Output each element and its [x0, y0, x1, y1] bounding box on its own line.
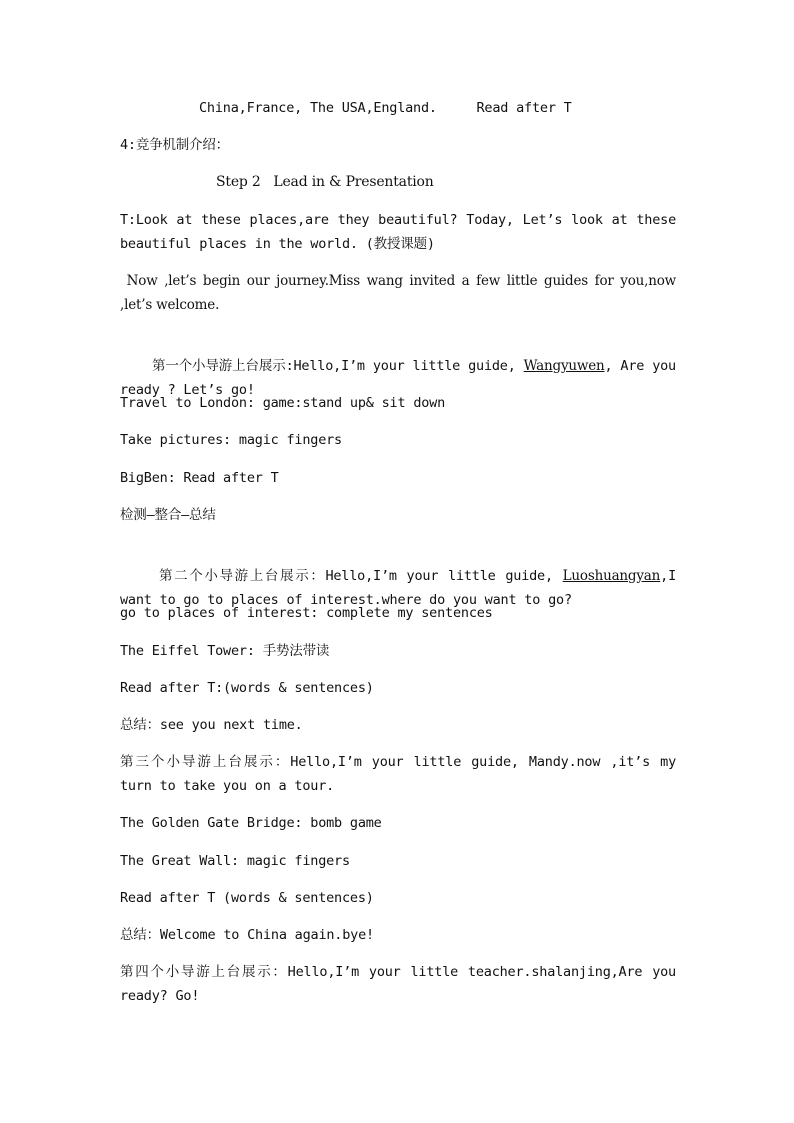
second-guide-suffix: ,I want to go to places of interest.where do you want to go?	[120, 568, 684, 608]
third-guide-paragraph: 第三个小导游上台展示：Hello,I’m your little guide, Mandy.now ,it’s my turn to take you on a tour.	[120, 754, 684, 794]
step-2-heading: Step 2 Lead in & Presentation	[216, 174, 434, 190]
first-guide-name: Wangyuwen	[523, 358, 605, 374]
third-read-after-line: Read after T (words & sentences)	[120, 890, 374, 906]
fourth-guide-paragraph: 第四个小导游上台展示：Hello,I’m your little teacher.shalanjing,Are you ready? Go!	[120, 964, 684, 1004]
eiffel-tower-line: The Eiffel Tower: 手势法带读	[120, 643, 330, 659]
competition-mechanism-heading: 4:竞争机制介绍：	[120, 137, 229, 153]
first-guide-suffix: , Are you ready ? Let’s go!	[120, 358, 684, 398]
great-wall-line: The Great Wall: magic fingers	[120, 853, 350, 869]
london-activity-line: Travel to London: game:stand up& sit down	[120, 395, 446, 411]
read-after-line: Read after T:(words & sentences)	[120, 680, 374, 696]
lead-in-paragraph: T:Look at these places,are they beautiful? Today, Let’s look at these beautiful places in the world. (教授课题)	[120, 212, 684, 252]
second-guide-name: Luoshuangyan	[562, 568, 661, 584]
pictures-activity-line: Take pictures: magic fingers	[120, 432, 342, 448]
golden-gate-line: The Golden Gate Bridge: bomb game	[120, 815, 382, 831]
places-activity-line: go to places of interest: complete my sentences	[120, 605, 493, 621]
bigben-activity-line: BigBen: Read after T	[120, 470, 279, 486]
second-guide-prefix: 第二个小导游上台展示：Hello,I’m your little guide,	[159, 568, 563, 584]
second-summary-line: 总结：see you next time.	[120, 717, 303, 733]
first-guide-prefix: 第一个小导游上台展示:Hello,I’m your little guide,	[151, 358, 524, 374]
third-summary-line: 总结：Welcome to China again.bye!	[120, 927, 374, 943]
check-integrate-summary-line: 检测—整合—总结	[120, 507, 216, 523]
country-list-line: China,France, The USA,England. Read after T	[199, 100, 572, 116]
journey-paragraph: Now ,let’s begin our journey.Miss wang invited a few little guides for you,now ,let’s welcome.	[120, 273, 681, 313]
